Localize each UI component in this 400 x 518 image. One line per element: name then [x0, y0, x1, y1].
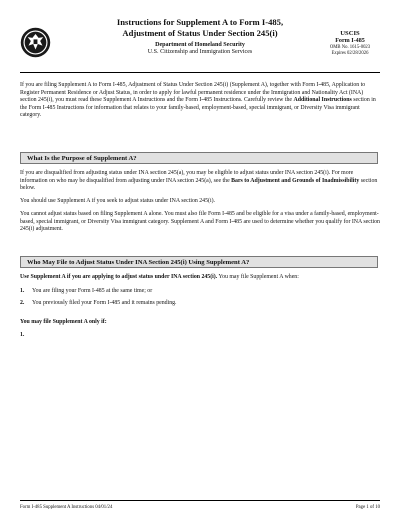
who-may-file-lead: [20, 274, 380, 282]
right-agency: USCIS: [340, 30, 360, 37]
intro-paragraph: [20, 82, 380, 120]
intro-text-1: If you are filing Supplement A to Form I-485, Adjustment of Status Under Section 245(i) (Supplement A), together with Form I-485, Application to Register Permanent Residence or Adjust Status, in order to apply for lawful permanent residence under the Immigration and Nationality Act (INA) section 245(i), you must read these Supplement A Instructions and the Form I-485 Instructions. Carefully review the: [20, 82, 366, 104]
purpose-p1-text: If you are disqualified from adjusting status under INA section 245(a), you may be eligible to adjust status under INA section 245(i). For more information on who may be disqualified from adjusting under INA section 245(a), see the: [20, 170, 354, 184]
document-title-line2: Adjustment of Status Under Section 245(i): [122, 27, 278, 38]
list-item: [20, 288, 380, 296]
only-if-heading: You may file Supplement A only if:: [20, 319, 107, 325]
bars-section-reference: Bars to Adjustment and Grounds of Inadmissibility: [231, 177, 360, 184]
purpose-paragraph-3: You cannot adjust status based on filing Supplement A alone. You must also file Form I-485 and be eligible for a visa under a family-based, employment-based, special immigrant, or Diversity Visa immigrant category. Supplement A and Form I-485 are used to determine whether you qualify for INA section 245(i) adjustment.: [20, 211, 380, 233]
footer-divider: [20, 500, 380, 501]
department-name: Department of Homeland Security: [155, 42, 245, 48]
purpose-paragraph-2: You should use Supplement A if you seek to adjust status under INA section 245(i).: [20, 198, 215, 204]
who-may-file-lead-rest: You may file Supplement A when:: [217, 274, 299, 280]
intro-text-2: section in the Form I-485 Instructions for information that relates to your family-based, employment-based, special immigrant, or Diversity Visa immigrant category.: [20, 97, 376, 119]
list-item: [20, 300, 380, 308]
agency-name: U.S. Citizenship and Immigration Services: [147, 49, 253, 56]
purpose-paragraph-1: [20, 170, 380, 193]
right-form-number: Form I-485: [335, 38, 365, 44]
who-may-file-lead-bold: Use Supplement A if you are applying to adjust status under INA section 245(i).: [20, 274, 218, 280]
footer-form-edition: Form I-485 Supplement A Instructions 04/01/24: [20, 505, 113, 510]
omb-number: OMB No. 1615-0023: [329, 45, 371, 51]
footer-page-number: Page 1 of 10: [355, 505, 380, 510]
form-id-block: [320, 30, 380, 57]
only-if-item-number: 1.: [20, 332, 25, 338]
header-divider: [20, 72, 380, 73]
list-item-text: You are filing your Form I-485 at the same time; or: [32, 288, 153, 294]
document-title-line1: Instructions for Supplement A to Form I-485,: [116, 17, 284, 27]
section-heading-purpose: What Is the Purpose of Supplement A?: [20, 152, 378, 164]
list-item-number: 2.: [20, 300, 25, 306]
expiration-date: Expires 02/28/2026: [331, 51, 369, 57]
dhs-seal-icon: [20, 27, 51, 58]
purpose-p1-tail: section below.: [20, 177, 378, 192]
document-header: [70, 17, 330, 57]
list-item-number: 1.: [20, 288, 25, 294]
intro-bold-text: Additional Instructions: [293, 97, 352, 104]
section-heading-who-may-file: Who May File to Adjust Status Under INA Section 245(i) Using Supplement A?: [20, 256, 378, 268]
list-item-text: You previously filed your Form I-485 and it remains pending.: [32, 300, 177, 306]
